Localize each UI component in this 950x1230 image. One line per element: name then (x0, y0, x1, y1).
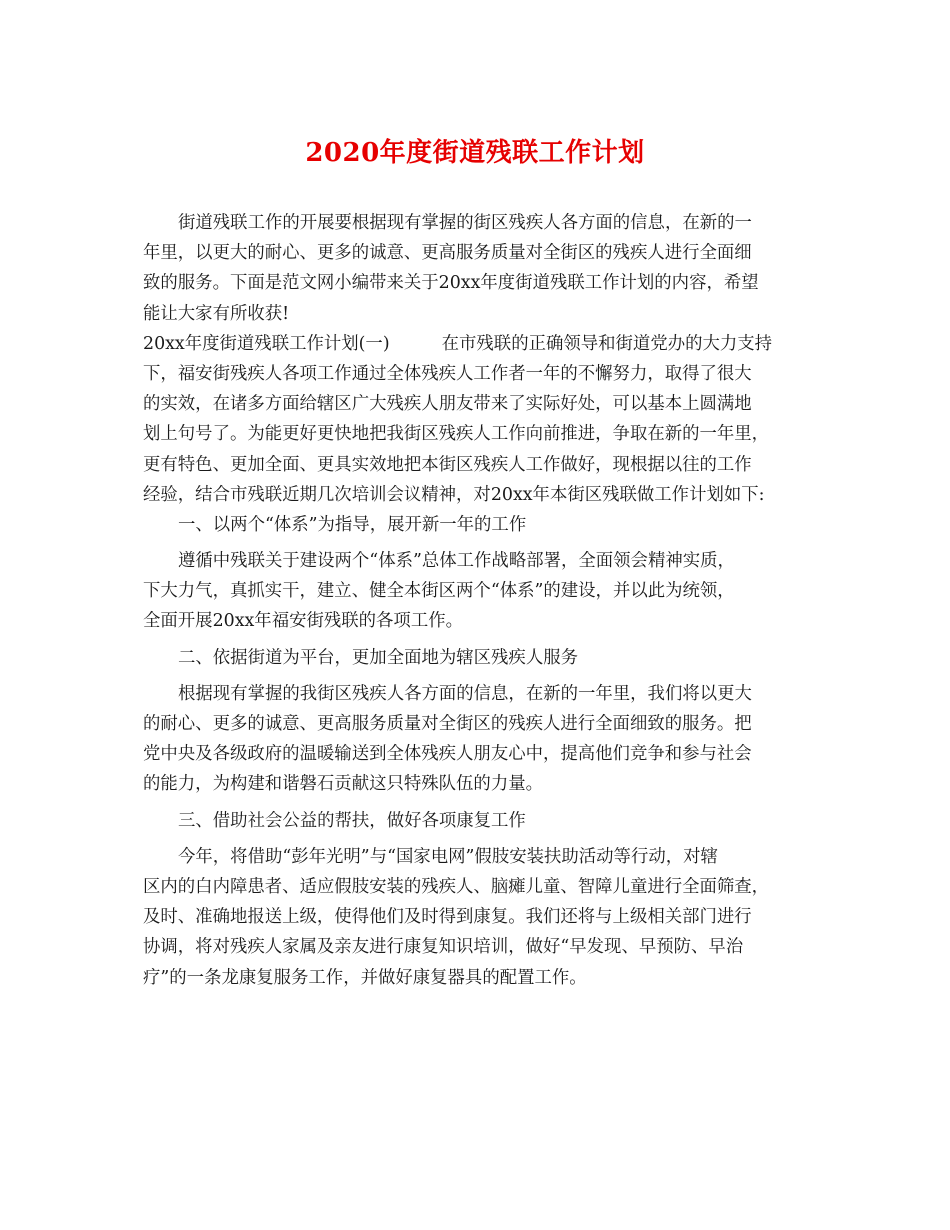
plan-line: 的实效，在诸多方面给辖区广大残疾人朋友带来了实际好处，可以基本上圆满地 (143, 394, 752, 415)
plan-heading: 20xx年度街道残联工作计划(一) (143, 333, 390, 354)
section-heading: 二、依据街道为平台，更加全面地为辖区残疾人服务 (178, 647, 578, 668)
intro-line: 街道残联工作的开展要根据现有掌握的街区残疾人各方面的信息，在新的一 (178, 213, 752, 233)
document-body (143, 208, 811, 993)
section-line: 区内的白内障患者、适应假肢安装的残疾人、脑瘫儿童、智障儿童进行全面筛查， (143, 876, 770, 897)
plan-first-line: 在市残联的正确领导和街道党办的大力支持 (441, 333, 773, 354)
intro-line: 致的服务。下面是范文网小编带来关于20xx年度街道残联工作计划的内容，希望 (143, 273, 759, 294)
section-line: 的耐心、更多的诚意、更高服务质量对全街区的残疾人进行全面细致的服务。把 (143, 714, 752, 734)
section-line: 今年，将借助“彭年光明”与“国家电网”假肢安装扶助活动等行动，对辖 (178, 846, 718, 867)
section-heading: 三、借助社会公益的帮扶，做好各项康复工作 (178, 810, 526, 831)
plan-heading-line (143, 329, 811, 359)
plan-line: 划上句号了。为能更好更快地把我街区残疾人工作向前推进，争取在新的一年里， (143, 424, 770, 445)
section-heading: 一、以两个“体系”为指导，展开新一年的工作 (178, 514, 527, 535)
section-line: 全面开展20xx年福安街残联的各项工作。 (143, 611, 463, 632)
intro-line: 年里，以更大的耐心、更多的诚意、更高服务质量对全街区的残疾人进行全面细 (143, 243, 752, 264)
document-title: 2020年度街道残联工作计划 (305, 138, 645, 168)
section-line: 的能力，为构建和谐磐石贡献这只特殊队伍的力量。 (143, 774, 543, 795)
section-line: 根据现有掌握的我街区残疾人各方面的信息，在新的一年里，我们将以更大 (178, 683, 752, 704)
section-line: 党中央及各级政府的温暖输送到全体残疾人朋友心中，提高他们竞争和参与社会 (143, 744, 752, 765)
section-line: 遵循中残联关于建设两个“体系”总体工作战略部署，全面领会精神实质， (178, 551, 735, 572)
plan-line: 更有特色、更加全面、更具实效地把本街区残疾人工作做好，现根据以往的工作 (143, 454, 752, 475)
section-line: 疗”的一条龙康复服务工作，并做好康复器具的配置工作。 (143, 967, 587, 988)
intro-line: 能让大家有所收获! (143, 303, 290, 324)
section-line: 协调，将对残疾人家属及亲友进行康复知识培训，做好“早发现、早预防、早治 (143, 937, 744, 958)
plan-line: 下，福安街残疾人各项工作通过全体残疾人工作者一年的不懈努力，取得了很大 (143, 363, 752, 384)
section-line: 下大力气，真抓实干，建立、健全本街区两个“体系”的建设，并以此为统领， (143, 581, 735, 602)
section-line: 及时、准确地报送上级，使得他们及时得到康复。我们还将与上级相关部门进行 (143, 907, 752, 928)
plan-line: 经验，结合市残联近期几次培训会议精神，对20xx年本街区残联做工作计划如下: (143, 484, 765, 505)
